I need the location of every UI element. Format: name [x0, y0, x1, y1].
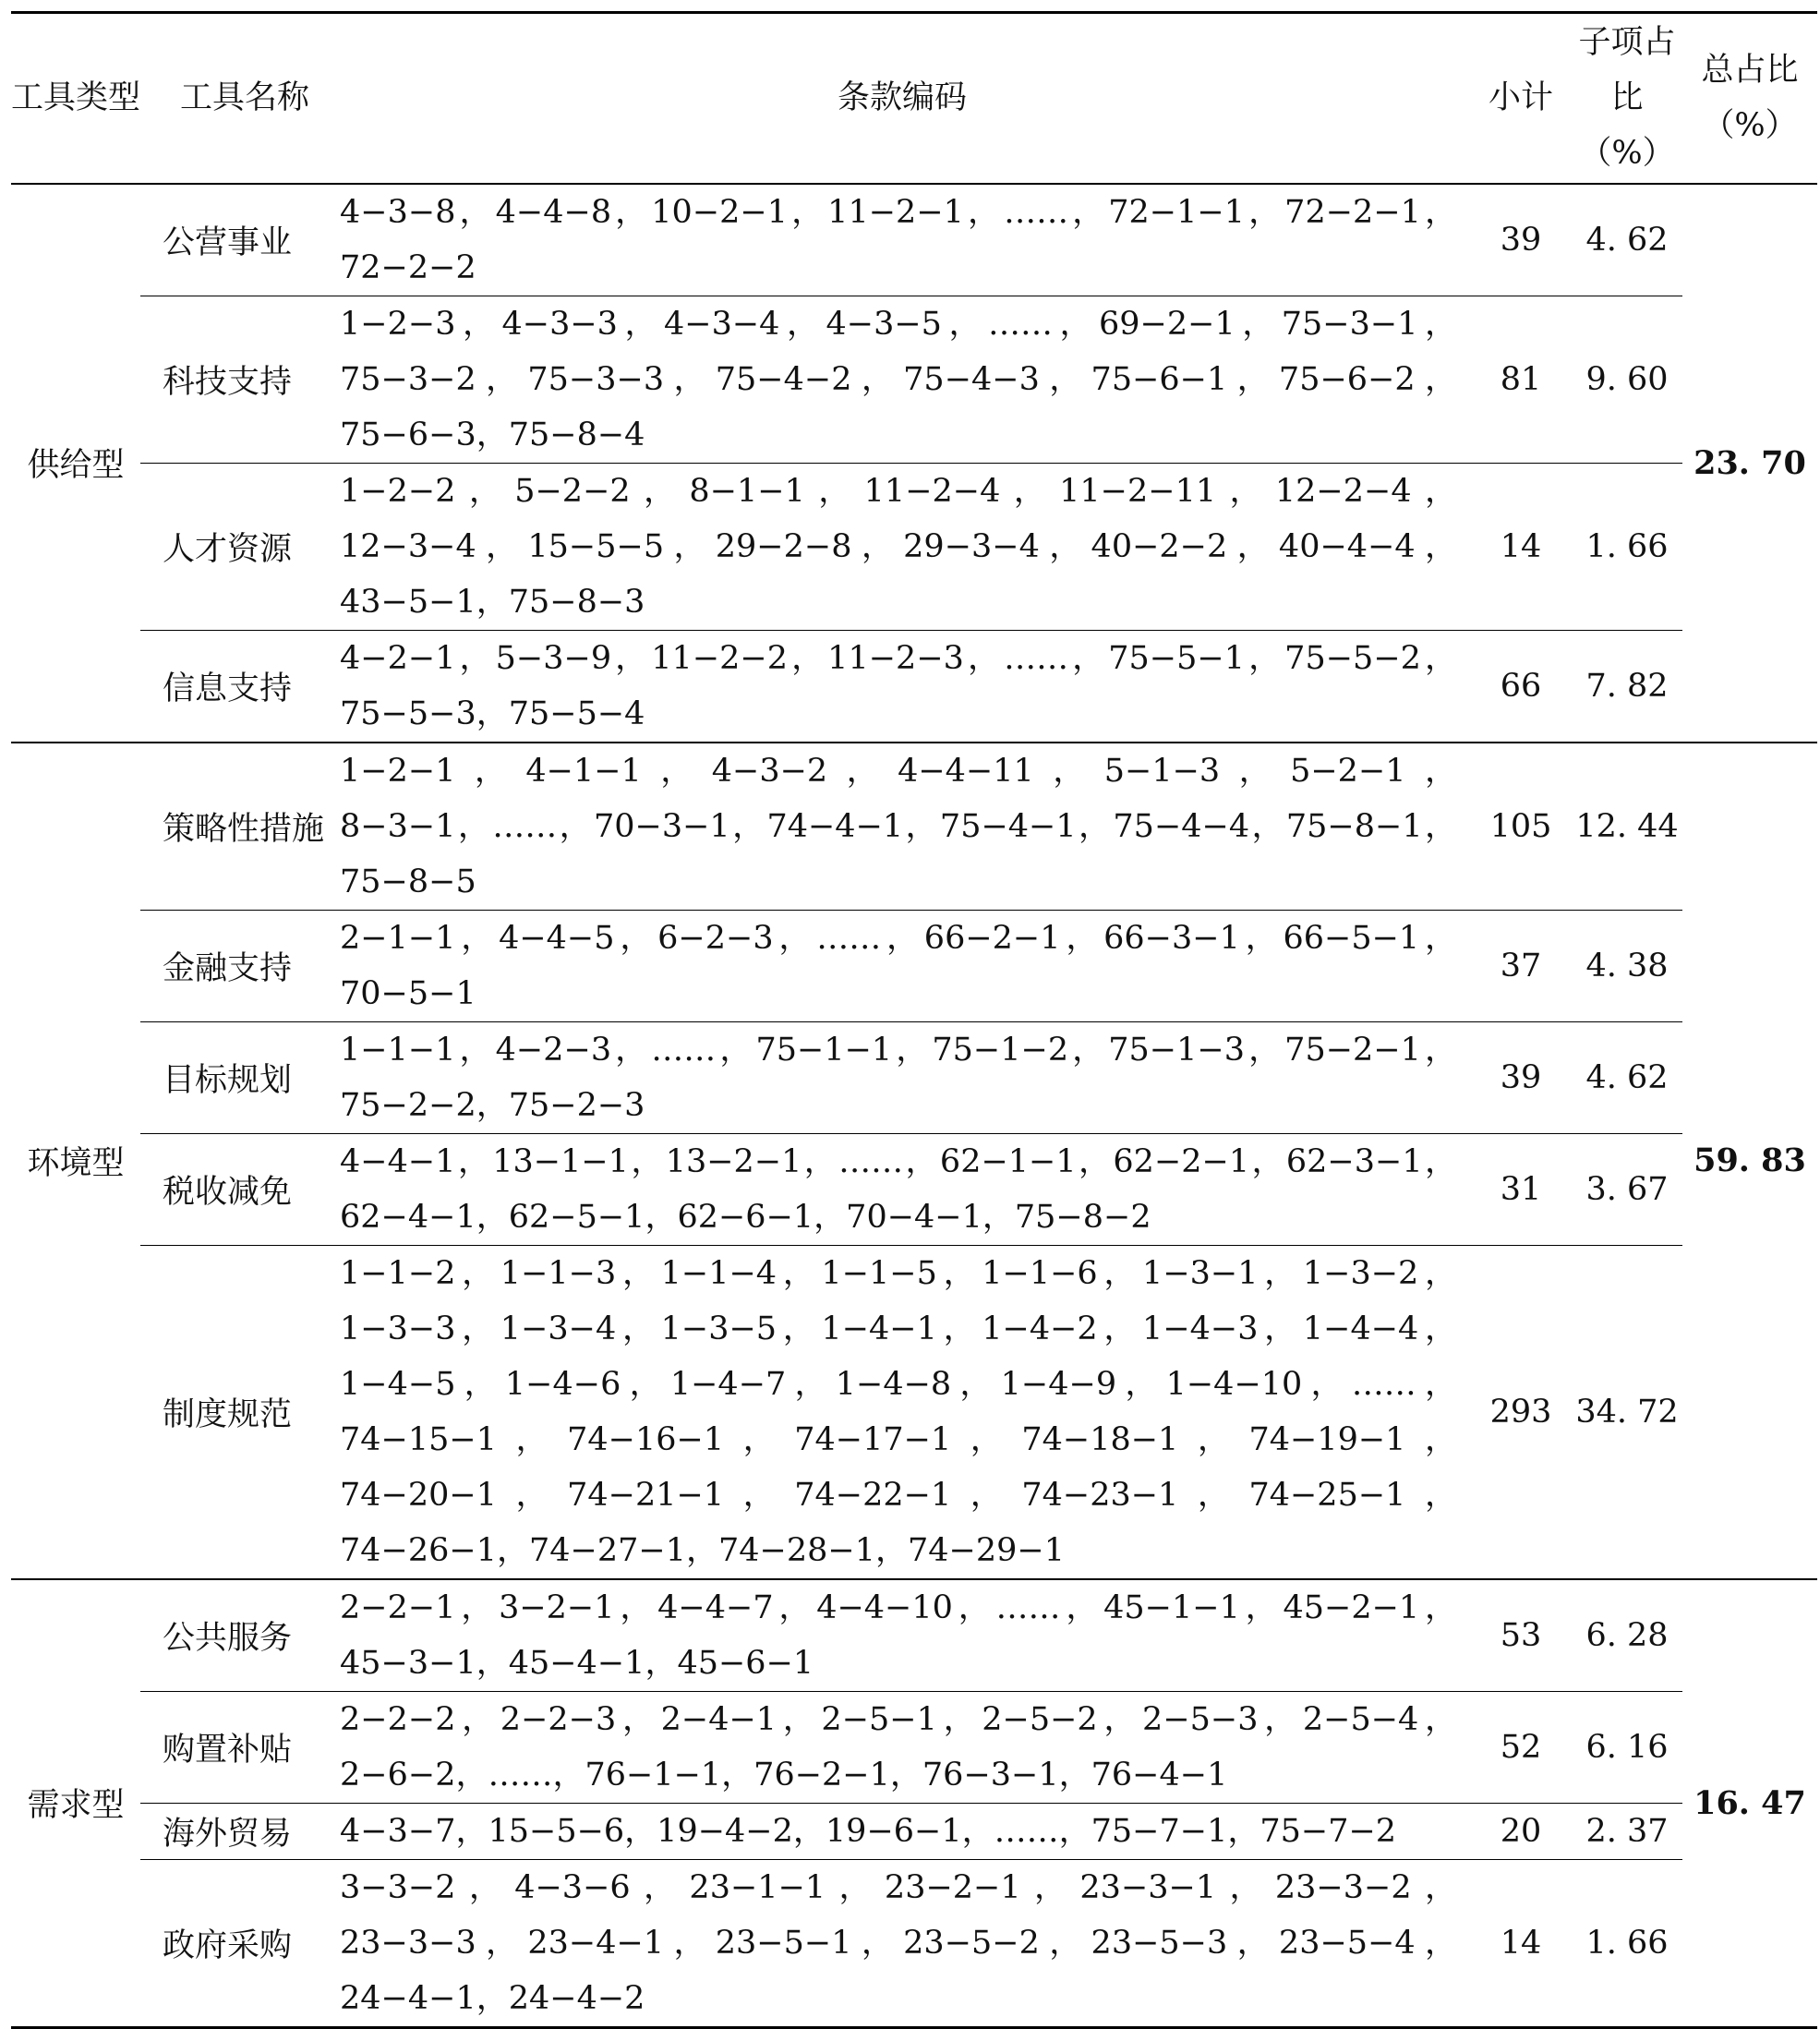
tool-name-cell: 人才资源 [140, 463, 334, 630]
tool-type-cell: 环境型 [27, 1144, 125, 1182]
table-row [11, 630, 1817, 743]
sub-ratio-cell: 1. 66 [1572, 463, 1682, 630]
tool-name-cell: 信息支持 [140, 630, 334, 743]
tool-name-cell: 海外贸易 [140, 1803, 334, 1859]
clause-codes-cell: 4−3−8，4−4−8，10−2−1，11−2−1，……，72−1−1，72−2−1，72−2−2 [340, 193, 1457, 286]
sub-ratio-cell: 4. 62 [1585, 221, 1669, 259]
header-sub-ratio: 子项占比（%） [1578, 24, 1676, 173]
sub-ratio-cell: 2. 37 [1572, 1803, 1682, 1859]
sub-ratio-cell: 12. 44 [1575, 807, 1679, 845]
total-ratio-cell: 23. 70 [1693, 443, 1806, 482]
subtotal-cell: 293 [1470, 1245, 1572, 1579]
header-clause-codes: 条款编码 [837, 79, 967, 117]
subtotal-cell: 66 [1470, 630, 1572, 743]
total-ratio-cell: 16. 47 [1693, 1783, 1806, 1822]
tool-name-cell: 购置补贴 [140, 1691, 334, 1803]
subtotal-cell: 81 [1470, 296, 1572, 463]
subtotal-cell: 52 [1470, 1691, 1572, 1803]
clause-codes-cell: 1−1−2，1−1−3，1−1−4，1−1−5，1−1−6，1−3−1，1−3−2，1−3−3，1−3−4，1−3−5，1−4−1，1−4−2，1−4−3，1−4−4，1−4−5，1−4−6，1−4−7，1−4−8，1−4−9，1−4−10，……，74−15−1，74−16−1，74−17−1，74−18−1，74−19−1，74−20−1，74−21−1，74−22−1，74−23−1，74−25−1，74−26−1，74−27−1，74−28−1，74−29−1 [334, 1245, 1470, 1579]
table-row [11, 1691, 1817, 1803]
tool-name-cell: 公营事业 [163, 223, 293, 261]
table-row [11, 743, 1817, 911]
sub-ratio-cell: 6. 16 [1572, 1691, 1682, 1803]
header-subtotal: 小计 [1488, 79, 1553, 117]
table-row [11, 1133, 1817, 1245]
table-row [11, 1245, 1817, 1579]
sub-ratio-cell: 4. 38 [1572, 910, 1682, 1021]
clause-codes-cell: 4−2−1，5−3−9，11−2−2，11−2−3，……，75−5−1，75−5−2，75−5−3，75−5−4 [334, 630, 1470, 743]
subtotal-cell: 14 [1470, 463, 1572, 630]
clause-codes-cell: 2−1−1，4−4−5，6−2−3，……，66−2−1，66−3−1，66−5−1，70−5−1 [334, 910, 1470, 1021]
total-ratio-cell: 59. 83 [1693, 1141, 1806, 1179]
sub-ratio-cell: 4. 62 [1572, 1021, 1682, 1133]
table-row [11, 1803, 1817, 1859]
subtotal-cell: 14 [1470, 1859, 1572, 2027]
sub-ratio-cell: 7. 82 [1572, 630, 1682, 743]
subtotal-cell: 53 [1500, 1616, 1542, 1654]
table-row [11, 1859, 1817, 2027]
clause-codes-cell: 1−2−1，4−1−1，4−3−2，4−4−11，5−1−3，5−2−1，8−3−1，……，70−3−1，74−4−1，75−4−1，75−4−4，75−8−1，75−8−5 [340, 752, 1457, 900]
sub-ratio-cell: 9. 60 [1572, 296, 1682, 463]
table-row [11, 463, 1817, 630]
policy-tool-table [11, 11, 1817, 2029]
subtotal-cell: 39 [1470, 1021, 1572, 1133]
table-row [11, 296, 1817, 463]
subtotal-cell: 39 [1500, 221, 1542, 259]
tool-name-cell: 科技支持 [140, 296, 334, 463]
clause-codes-cell: 4−4−1，13−1−1，13−2−1，……，62−1−1，62−2−1，62−3−1，62−4−1，62−5−1，62−6−1，70−4−1，75−8−2 [334, 1133, 1470, 1245]
tool-name-cell: 政府采购 [140, 1859, 334, 2027]
sub-ratio-cell: 1. 66 [1572, 1859, 1682, 2027]
table-row [11, 1021, 1817, 1133]
tool-name-cell: 金融支持 [140, 910, 334, 1021]
tool-name-cell: 制度规范 [140, 1245, 334, 1579]
tool-name-cell: 目标规划 [140, 1021, 334, 1133]
tool-name-cell: 公共服务 [163, 1619, 293, 1657]
clause-codes-cell: 1−1−1，4−2−3，……，75−1−1，75−1−2，75−1−3，75−2−1，75−2−2，75−2−3 [334, 1021, 1470, 1133]
tool-type-cell: 需求型 [27, 1787, 125, 1824]
table-body [11, 184, 1817, 2028]
clause-codes-cell: 1−2−2，5−2−2，8−1−1，11−2−4，11−2−11，12−2−4，12−3−4，15−5−5，29−2−8，29−3−4，40−2−2，40−4−4，43−5−1，75−8−3 [334, 463, 1470, 630]
table-row [11, 1579, 1817, 1692]
clause-codes-cell: 2−2−1，3−2−1，4−4−7，4−4−10，……，45−1−1，45−2−1，45−3−1，45−4−1，45−6−1 [340, 1588, 1457, 1682]
header-tool-type: 工具类型 [11, 79, 141, 117]
tool-type-cell: 供给型 [27, 447, 125, 484]
header-tool-name: 工具名称 [180, 79, 310, 117]
subtotal-cell: 105 [1489, 807, 1552, 845]
table-row [11, 910, 1817, 1021]
sub-ratio-cell: 6. 28 [1585, 1616, 1669, 1654]
tool-name-cell: 税收减免 [140, 1133, 334, 1245]
table-row [11, 184, 1817, 296]
header-total-ratio: 总占比（%） [1701, 52, 1799, 145]
clause-codes-cell: 1−2−3，4−3−3，4−3−4，4−3−5，……，69−2−1，75−3−1，75−3−2，75−3−3，75−4−2，75−4−3，75−6−1，75−6−2，75−6−3，75−8−4 [334, 296, 1470, 463]
clause-codes-cell: 2−2−2，2−2−3，2−4−1，2−5−1，2−5−2，2−5−3，2−5−4，2−6−2，……，76−1−1，76−2−1，76−3−1，76−4−1 [334, 1691, 1470, 1803]
sub-ratio-cell: 34. 72 [1572, 1245, 1682, 1579]
clause-codes-cell: 3−3−2，4−3−6，23−1−1，23−2−1，23−3−1，23−3−2，23−3−3，23−4−1，23−5−1，23−5−2，23−5−3，23−5−4，24−4−1，24−4−2 [334, 1859, 1470, 2027]
sub-ratio-cell: 3. 67 [1572, 1133, 1682, 1245]
subtotal-cell: 31 [1470, 1133, 1572, 1245]
clause-codes-cell: 4−3−7，15−5−6，19−4−2，19−6−1，……，75−7−1，75−7−2 [334, 1803, 1470, 1859]
tool-name-cell: 策略性措施 [163, 810, 325, 848]
subtotal-cell: 37 [1470, 910, 1572, 1021]
subtotal-cell: 20 [1470, 1803, 1572, 1859]
header-row [11, 13, 1817, 184]
